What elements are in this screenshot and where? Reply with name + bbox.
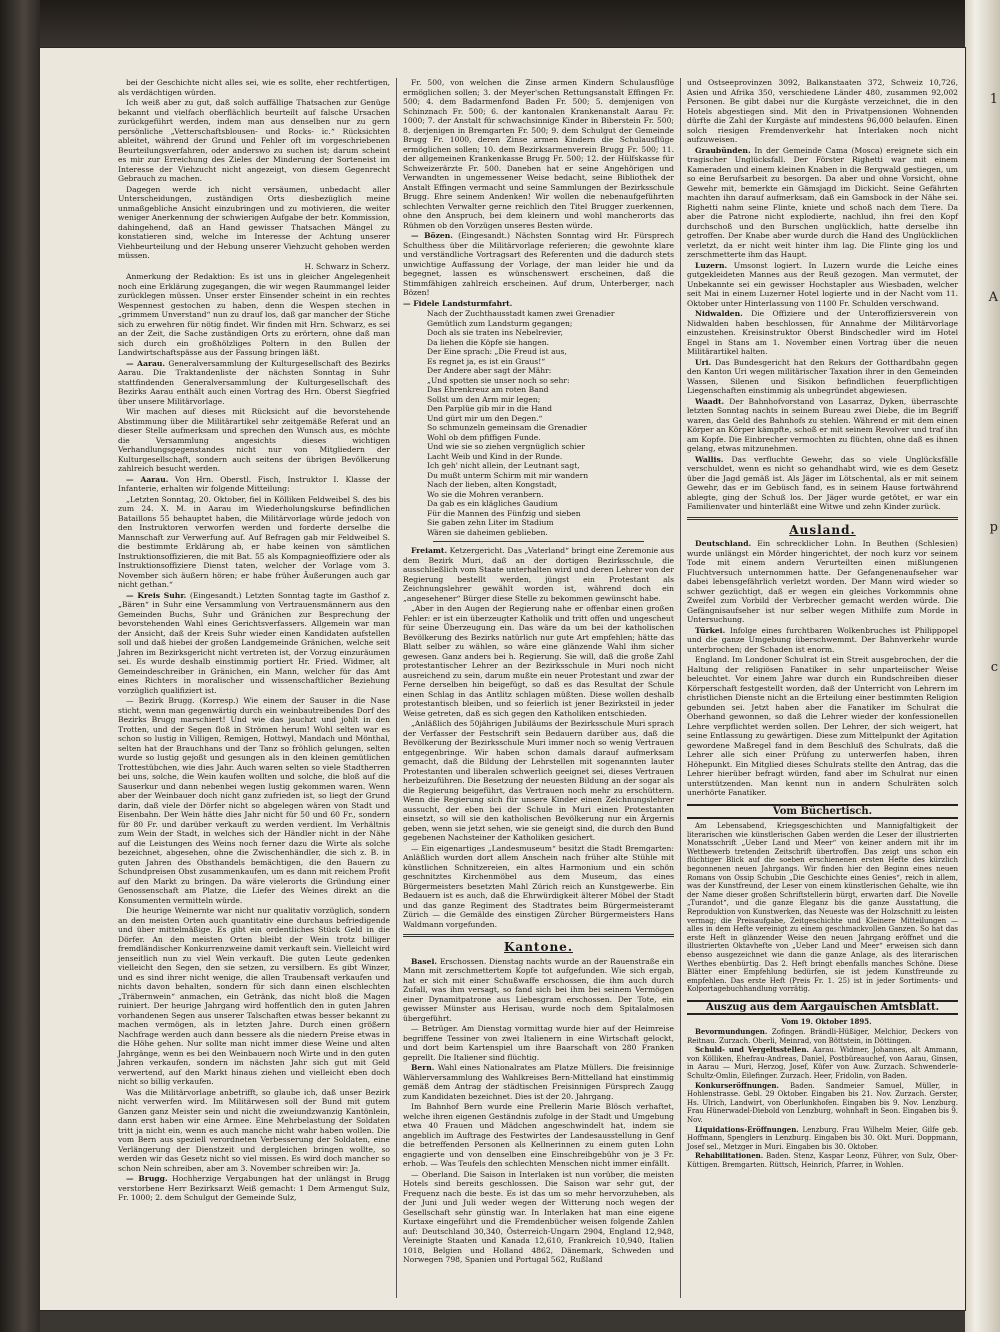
- section-title-buechertisch: Vom Büchertisch.: [687, 804, 958, 820]
- column-2-freiamt: [403, 546, 674, 929]
- edge-mark-b: p: [989, 520, 998, 535]
- article-paragraph: „Anläßlich des 50jährigen Jubiläums der Bezirksschule Muri sprach der Verfasser der Festschrift sein Bedauern darüber aus, daß die Bevölkerung der Bezirksschule Muri immer noch so wenig Vertrauen entgegenbringe. Wir haben schon damals darauf aufmerksam gemacht, daß die Bildung der Lehrstellen mit sogenannten lauter Protestanten und liberalen schwerlich geeignet sei, dieses Vertrauen herbeizuführen. Die Besetzung der neuesten Bildung an der sogar als die Regierung beigeführt, das Vertrauen noch mehr zu erschüttern. Wenn die Regierung sich für unsere Kinder einen Zeichnungslehrer aussucht, der eben bei der Schule in Muri einen Protestanten einsetzt, so will sie den katholischen Bevölkerung nur ein Ärgernis geben, wenn sie jetzt sehen, wie sie geneigt sind, die durch den Bund gegebenen Nachsteiner der Katholiken gesichert.: [403, 719, 674, 842]
- poem-line: Da liehen die Köpfe sie hangen.: [427, 337, 550, 347]
- double-rule: [403, 934, 674, 937]
- section-title-amtsblatt: Auszug aus dem Aargauischen Amtsblatt.: [687, 1000, 958, 1016]
- article-paragraph: Dagegen werde ich nicht versäumen, unbedacht aller Unterscheidungen, zuständigen Orts diesbezüglich meine unmaßgebliche Ansicht einzubringen und zu motivieren, die weiter weniger Anerkennung der schwierigen Aufgabe der betr. Kommission, dahingehend, daß an Hand gewisser Thatsachen Mängel zu konstatieren sind, welche im Interesse der Achtung unserer Viehbeurteilung und der Hebung unserer Viehzucht gehoben werden müssen.: [118, 184, 390, 260]
- amtsblatt-date: Vom 19. Oktober 1895.: [781, 1017, 872, 1027]
- article-paragraph: — Bözen. (Eingesandt.) Nächsten Sonntag wird Hr. Fürsprech Schulthess über die Militärvorlage referieren; die gewohnte klare und verständliche Vortragsart des Referenten und die dadurch stets unwichtige Auffassung der Vorlage, der man leider hie und da begegnet, lassen es wünschenswert erscheinen, daß die Stimmfähigen zahlreich erscheinen. Auf drum, Unterberger, nach Bözen!: [403, 231, 674, 297]
- poem-line: Wo sie die Mohren veranbern.: [427, 489, 544, 499]
- article-paragraph: — Brugg. Hochherzige Vergabungen hat der unlängst in Brugg verstorbene Herr Bezirksarzt Weiß gemacht: 1 Dem Armengut Sulz, Fr. 1000; 2. dem Schulgut der Gemeinde Sulz,: [118, 1174, 390, 1202]
- poem-line: Sie gaben zehn Liter im Stadium: [427, 518, 554, 527]
- article-paragraph: Bern. Wahl eines Nationalrates am Platze Müllers. Die freisinnige Wählerversammlung des Wahlkreises Bern-Mittelland hat einstimmig gemäß dem Antrag der städtischen Freisinnigen Fürsprech Zaugg zum Kandidaten bezeichnet. Dies ist der 20. Jahrgang.: [403, 1063, 674, 1101]
- article-paragraph: — Aarau. Von Hrn. Oberstl. Fisch, Instruktor I. Klasse der Infanterie, erhalten wir folgende Mitteilung:: [118, 474, 390, 493]
- poem-line: Gemütlich zum Landsturm gegangen;: [427, 318, 573, 328]
- poem-line: Den Parplüe gib mir in die Hand: [427, 404, 552, 413]
- column-3: [680, 78, 964, 1298]
- poem-line: Ich geh' nicht allein, der Leutnant sagt,: [427, 461, 580, 470]
- poem-line: Und wie sie so ziehen vergnüglich schier: [427, 442, 586, 451]
- amtsblatt-entry: Liquidations-Eröffnungen. Lenzburg. Frau Wilhelm Meier, Gilfe geb. Hoffmann, Spenglers in Lenzburg. Eingaben bis 30. Okt. Muri. Doppmann, Josef sel., Metzger in Muri. Eingaben bis 30. Oktober.: [687, 1124, 958, 1151]
- article-paragraph: Die heurige Weinernte war nicht nur qualitativ vorzüglich, sondern an den meisten Orten auch quantitativ eine durchaus befriedigende und über mittelmäßige. Es gibt ein ordentliches Stück Geld in die Dörfer. An den meisten Orten bleibt der Wein trotz billiger fremdländischer Konkurrenzweine damit verkauft sein. Vielleicht wird jenseitlich nun zu viel Wein verkauft. Die guten Leute gedenken vielleicht den Segen, den sie setzen, zu versilbern. Es gibt Winzer, und es sind ihrer nicht wenige, die allen Traubensaft verkaufen und nichts davon behalten, sondern für sich dann einen elschlechten „Träbernwein“ anmachen, ein Getränk, das nicht bloß die Magen ruiniert. Der heurige Jahrgang wird hoffentlich den in guten Jahren vorhandenen Segen aus unserer Talschaften etwas besser bekannt zu machen vermögen, als in letzten Jahre. Durch einen größern Nachfrage werden auch dann bessere als die niedern Preise etwas in die Höhe gehen. Nur sollte man nicht immer diese Weine und alten Jahrgänge, wenn es bei den Weinbauern noch Wirte und in den guten Jahren verkaufen, sondern im nächsten Jahr sich gut mit Geld verwertend, auf den Markt hinaus ziehen und vielleicht eben doch nicht so billig verkaufen.: [118, 906, 390, 1086]
- amtsblatt-entry: Rehabilitationen. Baden. Stenz, Kaspar Leonz, Führer, von Sulz, Ober-Küttigen. Bremgarten. Rüttsch, Heinrich, Pfarrer, in Wohlen.: [687, 1151, 958, 1169]
- amtsblatt-entry: Konkurseröffnungen. Baden. Sandmeier Samuel, Müller, in Hohlenstrasse. Gebl. 29 Oktober. Eingaben bis 21. Nov. Zurzach. Gerster, Hs. Ulrich, Landwirt, von Oberlunkhofen. Eingaben bis 9. Nov. Lenzburg. Frau Hünerwadel-Diebold von Lenzburg, wohnhaft in Seon. Eingaben bis 9. Nov.: [687, 1080, 958, 1124]
- article-paragraph: Was die Militärvorlage anbetrifft, so glaube ich, daß unser Bezirk nicht verwerfen wird. Im Militärwesen soll der Bund mit gutem Ganzen ganz Meister sein und nicht die zweiundzwanzig Kantönlein, dann erst haben wir eine Armee. Eine Mehrbelastung der Soldaten tritt ja nicht ein, wenn es auch manche nicht wahr haben wollen. Die vom Bern aus speziell verordneten Verbesserung der Soldaten, eine Verlängerung der Dienstzeit und dergleichen bringen wollte, so werden wir das Gesetz nicht so viel missen. Es wird doch mancher so schon Nein schreiben, aber am 3. November schreiben wir: Ja.: [118, 1087, 390, 1173]
- amtsblatt-entry: Bevormundungen. Zofingen. Brändli-Hüßiger, Melchior, Deckers von Reitnau. Zurzach. Oberli, Meinrad, von Böttstein, in Döttingen.: [687, 1026, 958, 1045]
- poem-line: Wären sie daheimen geblieben.: [427, 527, 548, 537]
- article-paragraph: und Ostseeprovinzen 3092, Balkanstaaten 372, Schweiz 10,726, Asien und Afrika 350, verschiedene Länder 480, zusammen 92,002 Personen. Be gibt dabei nur die Kurgäste verzeichnet, die in den Hotels abgestiegen sind. Mit den in Privatpensionen Wohnenden dürfte die Zahl der Kurgäste auf mindestens 96,000 belaufen. Einen solch riesigen Fremdenverkehr hat Interlaken noch nicht aufzuweisen.: [687, 78, 958, 144]
- article-paragraph: — Bezirk Brugg. (Korresp.) Wie einem der Sauser in die Nase sticht, wenn man gegenwärtig durch ein weinbautreibendes Dorf des Bezirks Brugg marschiert! Und wie das jauchzt und johlt in den Trotten, und der Segen floß in Strömen herum! Wohl selten war es schon so lustig in Villigen, Remigen, Hottwyl, Mandach und Mönthal, selten hat der Brauchhans und der Tanz so fröhlich gelungen, selten wurde so lustig gejoßt und gesungen als in den kleinen gemütlichen Trottestübchen, wie dies Jahr. Auch waren selten so viele Stadtherren bei uns, solche, die Wein kaufen wollten und solche, die bloß auf die Sauserkur und dann nebenbei wegen lustig gekommen waren. Wenn aber der Weinbauer doch nicht ganz zufrieden ist, so liegt der Grund darin, daß viele der Dörfer nicht so abgelegen wären von Stadt und Eisenbahn. Der Wein hätte dies Jahr nicht für 50 und 60 Fr., sondern für 80 Fr. und darüber verkauft zu werden verdient. Im Verhältnis zum Wein der Stadt, in welches sich der Händler nicht in der Nähe auf die Leistungen des Weins noch ferner dazu die Wirte als solche bezeichnet, abgesehen, ohne die Zwischenhändler, die sich z. B. in guten Jahren des Obsthandels bemächtigen, die den Bauern zu Schundpreisen Obst zusammenkaufen, um es dann mit reichem Profit auf den Markt zu bringen. Da wäre vielerorts die Gründung einer Genossenschaft am Platze, die Liefer des Weines direkt an die Konsumenten vermitteln würde.: [118, 696, 390, 905]
- poem-line: Da gab es ein klägliches Gaudium: [427, 499, 558, 508]
- poem-line: Für die Mannen des Fünfzig und sieben: [427, 508, 581, 518]
- article-paragraph: Deutschland. Ein schrecklicher Lohn. In Beuthen (Schlesien) wurde unlängst ein Mörder hingerichtet, der noch kurz vor seinem Tode mit einem andern Verurteilten einen mißlungenen Fluchtversuch unternommen hatte. Der Gefangenenaufseher war dabei lebensgefährlich verletzt worden. Der Mann wird wieder so schwer gezüchtigt, daß er wegen ein gleiches Vorkommnis ohne Zweifel zum Vorbild der Verbrecher gemacht werden würde. Die Gefängnisaufseher ist nur selber wegen Mithilfe zum Morde in Untersuchung.: [687, 539, 958, 624]
- article-paragraph: Uri. Das Bundesgericht hat den Rekurs der Gotthardbahn gegen den Kanton Uri wegen militärischer Taxation ihrer in den Gemeinden Wassen, Silenen und Sisikon befindlichen feuerpflichtigen Liegenschaften einstimmig als unbegründet abgewiesen.: [687, 357, 958, 395]
- article-paragraph: bei der Geschichte nicht alles sei, wie es sollte, eher rechtfertigen, als verdächtigen würden.: [118, 78, 390, 97]
- article-paragraph: Waadt. Der Bahnhofvorstand von Lasarraz, Dyken, überraschte letzten Sonntag nachts in seinem Bureau zwei Diebe, die im Begriff waren, das Geld des Bahnhofs zu stehlen. Während er mit dem einen Körper an Körper kämpfte, schoß er mit seinem Revolver und traf ihn am Kopfe. Die Einbrecher vermochten zu flüchten, ohne daß es ihnen gelang, etwas mitzunehmen.: [687, 396, 958, 453]
- article-paragraph: Wallis. Das verfluchte Gewehr, das so viele Unglücksfälle verschuldet, wenn es nicht so gehandhabt wird, wie es dem Gesetz über die Jagd gemäß ist. Als Jäger im Lötschental, als er mit seinem Gewehr, das er im Gebüsch fand, es in seinem Hause fortwährend ablegte, ging der Schuß los. Der Jäger wurde getötet, er war ein Familienvater und hinterläßt eine Witwe und zehn Kinder zurück.: [687, 454, 958, 511]
- column-2-top: [403, 78, 674, 308]
- article-paragraph: England. Im Londoner Schulrat ist ein Streit ausgebrochen, der die Haltung der religiösen Fanatiker in sehr unparteiischer Weise beleuchtet. Vor einem Jahre war durch ein Rundschreiben dieser Körperschaft festgestellt worden, daß der Unterricht von Lehrern im christlichen Dienste nicht an die Erteilung einer bestimmten Religion gebunden sei. Jetzt haben aber die Fanatiker im Schulrat die Oberhand gewonnen, so daß die Lehrer wieder der konfessionellen Lehre verpflichtet werden sollen. Der Lehrer, der sich weigert, hat seine Entlassung zu gewärtigen. Diese zum Mittelpunkt der Agitation gewordene Maßregel fand in dem Beschluß des Schulrats, daß die Lehrer alle sich einer Prüfung zu unterwerfen haben, ihren Höhepunkt. Ein Mitglied dieses Schulrats stellte den Antrag, das die Lehrer hierüber befragt würden, fand aber im Schulrat nur einen unterstützenden. Man kennt nun in andern Schulräten solch unerhörte Fanatiker.: [687, 655, 958, 797]
- poem-line: Wohl ob dem pfiffigen Funde.: [427, 432, 541, 442]
- section-title-ausland: Ausland.: [789, 522, 856, 537]
- article-paragraph: Ich weiß aber zu gut, daß solch auffällige Thatsachen zur Genüge bekannt und vielfach oberflächlich beurteilt auf falsche Ursachen zurückgeführt werden, indem man aus denselben nur zu gern persönliche „Vetterschaftsblousen- und Rocks- ic.“ Rücksichten ableitet, während der Grund und Fehler oft im vorgeschriebenen Beurteilungsverfahren, oder anderswo zu suchen ist; darum scheint es mir zur Erreichung des Zieles der Minderung der Sorteneist im Interesse der Viehzucht nicht angezeigt, von diesem Gegenrecht Gebrauch zu machen.: [118, 98, 390, 183]
- article-paragraph: „Aber in den Augen der Regierung nahe er offenbar einen großen Fehler: er ist ein überzeugter Katholik und tritt offen und ungescheut für seine Überzeugung ein. Das wäre da um bei der katholischen Bevölkerung des Bezirks natürlich nur gute Art empfehlen; hätte das Blatt selber zu wählen, so wäre eine glänzende Wahl ihm sicher gewesen. Ganz anders bei h. Regierung. Sie will, daß die große Zahl protestantischer Lehrer an der Bezirksschule in Muri noch nicht ausreichend zu sein, darum mußte ein neuer Protestant und zwar der Ferne derselben hin beigefügt, so daß es das Resultat der Schule einen Schlag in das Antlitz schlagen müßten. Diese wollen deshalb protestantisch bleiben, und so feierlich ist jener Bezirksteil in jeder Weise getreten, daß es sich gegen den Katholiken entschieden.: [403, 604, 674, 718]
- amtsblatt-entries: [687, 1028, 958, 1170]
- next-page-edge: [965, 0, 1000, 1332]
- article-paragraph: — Ein eigenartiges „Landesmuseum“ besitzt die Stadt Bremgarten: Anläßlich wurden dort allem Anschein nach früher alte Stühle mit künstlichen Schnitzereien, ein altes Harmonium und ein schön geschnitztes Kirchenmöbel aus dem Museum, das eines Bürgermeisters besetzten Mahl Zürich reich an Kunstgewerbe. Ein Bedauern ist es auch, daß die Ehrwürdigkeit älterer Möbel der Stadt und das ganze Regiment des Stadtrates beim Bürgermeisteramt Zürich — die Gemälde des einstigen Zürcher Bürgermeisters Hans Waldmann vorgefunden.: [403, 843, 674, 929]
- section-title-kantone: Kantone.: [503, 940, 573, 954]
- poem-line: Sollst um den Arm mir legen;: [427, 394, 541, 404]
- poem-line: Nach der Zuchthausstadt kamen zwei Grenadier: [427, 309, 615, 318]
- poem-line: Der Andere aber sagt der Mähr:: [427, 366, 552, 375]
- edge-mark-top: 1: [989, 92, 998, 107]
- article-paragraph: „Letzten Sonntag, 20. Oktober, fiel in Kölliken Feldweibel S. des bis zum 24. X. M. in Aarau im Wiederholungskurse befindlichen Bataillons 55 behauptet haben, die Militärvorlage würde jedoch von den Instruktoren verworfen werden und forderte derselbe die Mannschaft zur Verwerfung auf. Auf Befragen gab mir Feldweibel S. die bestimmte Erklärung ab, er habe keinen von sämtlichen Instruktionsoffizieren, die mit Bat. 55 als Kompagnieoffiziere oder als Instruktionsoffiziere Dienst taten, welcher der Vorlage vom 3. November sich äußern hören; er habe früher Äußerungen auch gar nicht gethan.“: [118, 494, 390, 589]
- newspaper-page: [40, 48, 965, 1310]
- double-rule: [687, 517, 958, 520]
- article-paragraph: — Oberland. Die Saison in Interlaken ist nun vorüber, die meisten Hotels sind bereits geschlossen. Die Saison war sehr gut, der Frequenz nach die beste. Es ist das um so mehr hervorzuheben, als der Juni und Juli weder wegen der Witterung noch wegen der Gesellschaft sehr günstig war. In Interlaken hat man eine eigene Kurtaxe eingeführt und die Fremdenbücher weisen folgende Zahlen auf: Deutschland 30,340, Österreich-Ungarn 2904, England 12,948, Vereinigte Staaten und Kanada 12,610, Frankreich 10,940, Italien 1018, Belgien und Holland 4862, Dänemark, Schweden und Norwegen 798, Spanien und Portugal 562, Rußland: [403, 1169, 674, 1264]
- article-paragraph: Türkei. Infolge eines furchtbaren Wolkenbruches ist Philippopel und die ganze Umgebung überschwemmt. Der Bahnverkehr wurde unterbrochen; der Schaden ist enorm.: [687, 625, 958, 654]
- article-paragraph: Wir machen auf dieses mit Rücksicht auf die bevorstehende Abstimmung über die Militärartikel sehr zeitgemäße Referat und an dieser Stelle aufmerksam und sprechen den Wunsch aus, es möchte die Versammlung angesichts dieses wichtigen Verhandlungsgegenstandes nicht nur von Mitgliedern der Kulturgesellschaft, sondern auch seitens der übrigen Bevölkerung zahlreich besucht werden.: [118, 407, 390, 473]
- article-paragraph: — Betrüger. Am Dienstag vormittag wurde hier auf der Heimreise begriffene Tessiner von zwei Italienern in eine Wirtschaft gelockt, und dort beim Kartenspiel um ihre Baarschaft von 280 Franken geprellt. Die Italiener sind flüchtig.: [403, 1024, 674, 1062]
- amtsblatt-entry: Schuld- und Vergeltsstellen. Aarau. Widmer, Johannes, alt Ammann, von Kölliken, Ehefrau-Andreas, Daniel, Postbüreauchef, von Aarau, Ginsen, in Aarau — Muri, Herzog, Josef, Küfer von Auw. Zurzach. Schwenderle-Schultz-Omlin, Eilefinger. Zurzach. Heer, Fridolin, von Baden.: [687, 1045, 958, 1080]
- poem-line: Doch als sie traten ins Nebelrevier,: [427, 328, 563, 337]
- column-3-cantons: [687, 78, 958, 512]
- article-paragraph: Nidwalden. Die Offiziere und der Unteroffiziersverein von Nidwalden haben beschlossen, für Annahme der Militärvorlage einzustehen. Kreisinstruktor Oberst Bindschedler wird im Hotel Engel in Stans am 1. November einen Vortrag über die neuen Militärartikel halten.: [687, 309, 958, 356]
- article-paragraph: Anmerkung der Redaktion: Es ist uns in gleicher Angelegenheit noch eine Erklärung zugegangen, die wir wegen Raummangel leider zurücklegen müssen. Unser erster Einsender scheint in ein rechtes Wespennest gestochen zu haben, denn die Wespen stechen in „grimmem Unverstand“ nun zu drauf los, daß gar mancher der Stiche sich zu erwehren für nötig findet. Wir finden mit Hrn. Schwarz, es sei an der Zeit, die Sache zuständigen Orts zu erörtern, ohne daß man sich durch ein großhölzliges Poltern in den Bullen der Landwirtschaftspässe aus der Fassung bringen läßt.: [118, 272, 390, 357]
- poem-line: Der Eine sprach: „Die Freud ist aus,: [427, 347, 567, 356]
- poem-line: Nach der lieben, alten Kongstadt,: [427, 480, 557, 489]
- column-1: [112, 78, 396, 1298]
- divider: [433, 541, 644, 542]
- poem-line: So schmunzeln gemeinsam die Grenadier: [427, 423, 588, 432]
- poem-line: Lacht Weib und Kind in der Runde.: [427, 451, 563, 461]
- article-paragraph: Im Bahnhof Bern wurde eine Prellerin Marie Blösch verhaftet, welche ihren eigenen Geständnis zufolge in der Stadt und Umgebung etwa 40 Frauen und Mädchen angeschwindelt hat, indem sie angeblich im Auftrage des Festwirtes der Landesausstellung in Genf die betreffenden Personen als Kellnerinnen zu einem guten Lohn engagierte und von denselben eine Einschreibgebühr von je 3 Fr. erhob. — Was Teufels den schlechten Menschen nicht immer einfällt.: [403, 1102, 674, 1168]
- column-2-kantone: [403, 957, 674, 1265]
- book-binding: [0, 0, 40, 1332]
- column-3-ausland: [687, 539, 958, 798]
- column-container: [112, 78, 965, 1298]
- article-paragraph: Luzern. Umsonst logiert. In Luzern wurde die Leiche eines gutgekleideten Mannes aus der Reuß gezogen. Man vermutet, der Unbekannte sei ein gewisser Hochstapler aus Wiesbaden, welcher seit Mai in einem Luzerner Hotel logierte und in der Nacht vom 11. Oktober unter Hinterlassung von 1100 Fr. Schulden verschwand.: [687, 260, 958, 308]
- article-paragraph: Basel. Erschossen. Dienstag nachts wurde an der Rauenstraße ein Mann mit zerschmettertem Kopfe tot aufgefunden. Wie sich ergab, hat er sich mit einer Schußwaffe erschossen, die ihm auch durch Zufall, was ihm versagt, so fand sich bei ihm bei seinem Vermögen einer Dynamitpatrone aus Liebesgram erschossen. Der Tote, ein gewisser Münster aus Herisau, wurde noch dem Spitalalmosen übergeführt.: [403, 956, 674, 1023]
- article-paragraph: — Fidele Landsturmfahrt.: [403, 298, 513, 308]
- scan-top-border: [40, 0, 965, 48]
- article-paragraph: H. Schwarz in Scherz.: [304, 261, 390, 271]
- poem-line: Und gürt mir um den Degen.“: [427, 413, 543, 423]
- article-paragraph: Freiamt. Ketzergericht. Das „Vaterland“ bringt eine Zeremonie aus dem Bezirk Muri, daß an der dortigen Bezirksschule, die ausschließlich vom Staate unterhalten wird und deren Lehrer von der Regierung bestellt werden, jüngst ein Protestant als Zeichnungslehrer gewählt worden ist, während doch ein „angesehener“ Bürger diese Stelle zu bekommen gewünscht habe.: [403, 546, 674, 603]
- poem-line: Das Ehrenkreuz am roten Band: [427, 385, 549, 394]
- poem-line: Du mußt unterm Schirm mit mir wandern: [427, 470, 589, 480]
- poem-line: Es regnet ja, es ist ein Graus!“: [427, 356, 546, 366]
- edge-mark-a: A: [988, 290, 998, 305]
- article-paragraph: — Kreis Suhr. (Eingesandt.) Letzten Sonntag tagte im Gasthof z. „Bären“ in Suhr eine Versammlung von Vertrauensmännern aus den Gemeinden Buchs, Suhr und Gränichen zur Besprechung der bevorstehenden Wahl eines Gerichtsverfassers. Allgemein war man der Ansicht, daß der Kreis Suhr wieder einen Kandidaten aufstellen soll und daß hiebei der großen Landgemeinde Gränichen, welche seit Jahren im Bezirksgericht nicht vertreten ist, der Vorzug einzuräumen sei. Es wurde deshalb einstimmig portiert Hr. Fried. Widmer, alt Gemeindeschreiber in Gränichen, ein Mann, welcher für das Amt eines Richters in moralischer und wissenschaftlicher Beziehung vorzüglich qualifiziert ist.: [118, 590, 390, 695]
- article-paragraph: Graubünden. In der Gemeinde Cama (Mosca) ereignete sich ein tragischer Unglücksfall. Der Förster Righetti war mit einem Kameraden und einem kleinen Knaben in die Bergwald gestiegen, um so eine Berufsarbeit zu besorgen. Da aber und ohne Vorsicht, ohne Gewehr mit, bemerkte ein Gämsjagd im Dickicht. Seine Gefährten machten ihn darauf aufmerksam, daß ein Gamsbock in der Nähe sei. Righetti nahm seine Flinte, kniete und schoß nach dem Tiere. Da aber die Patrone nicht explodierte, nachlud, ihn frei den Kopf durchschoß und den Burschen unglücklich, hatte derselbe ihn getroffen. Der Knabe aber wurde durch die Hand des Unglücklichen verletzt, da er nicht weit hinter ihm lag. Die Flinte ging los und zerschmetterte ihm das Haupt.: [687, 145, 958, 259]
- poem-landsturmfahrt: [403, 309, 674, 537]
- article-paragraph: Fr. 500, von welchen die Zinse armen Kindern Schulausflüge ermöglichen sollen; 3. der Meyer'schen Rettungsanstalt Effingen Fr. 500; 4. dem Badarmenfond Baden Fr. 500; 5. demjenigen von Schinznach Fr. 500; 6. der kantonalen Krankenanstalt Aarau Fr. 1000; 7. der Anstalt für schwachsinnige Kinder in Biberstein Fr. 500; 8. derjenigen in Bremgarten Fr. 500; 9. dem Schulgut der Gemeinde Brugg Fr. 1000, deren Zinse armen Kindern die Schulausflüge ermöglichen sollen; 10. dem Bezirksarmenverein Brugg Fr. 500; 11. der allgemeinen Krankenkasse Brugg Fr. 500; 12. der Hülfskasse für Schweizerärzte Fr. 500. Daneben hat er seine Angehörigen und Verwandten in ungemessener Weise bedacht, seine Bibliothek der Anstalt Effingen vermacht und seine Sammlungen der Bezirksschule Brugg. Ehre seinem Andenken! Wir wollen die nebenaufgeführten schlechten Verwalter gerne reichlich den Titel Brugger zuerkennen, ohne den Anspruch, bei dem kleinern und wohl mancherorts das Rühmen ob den Vorzügen unseres Besten würde.: [403, 78, 674, 230]
- buechertisch-text: Am Lebensabend, Kriegsgeschichten und Mannigfaltigkeit der literarischen wie künstlerischen Gaben werden die Leser der illustrierten Monatsschrift „Ueber Land und Meer“ von keiner andern mit ihr im Wettbewerb tretenden Zeitschrift übertroffen. Das zeigt uns schon ein flüchtiger Blick auf die soeben erschienenen ersten Hefte des kürzlich begonnenen neuen Jahrgangs. Wir finden hier den Beginn eines neuen Romans von Ossip Schubin „Die Geschichte eines Genies“, reich in allem, was der Kunstfreund, der Leser von einem künstlerischen Gehalte, wie ihn der Name dieser großen Schriftstellerin bürgt, erwarten darf. Die Novelle „Turandot“, und die ganze Eleganz bis die ganze Ausstattung, die Reproduktion von Kunstwerken, das Neueste was der Holzschnitt zu leisten vermag; die Preisaufgabe, Zeitgeschichte und Kleinere Mitteilungen — alles in dem Hefte vereinigt zu einem geschmackvollen Ganzen. So hat das erste Heft in glänzender Weise den neuen Jahrgang eröffnet und die illustrierten Oktavhefte von „Ueber Land und Meer“ erweisen sich dann ebenso ausgezeichnet wie dann die ganze Anlage, als des literarischen Werthes ebenbürtig. Das 2. Heft bringt ebenfalls manches Schöne. Diese Blätter einer Empfehlung bedürfen, sie ist jedem Kunstfreunde zu empfehlen. Das erste Heft (Preis Fr. 1. 25) ist in jeder Sortiments- und Kolportagebuchhandlung vorrätig.: [687, 822, 958, 994]
- poem-line: „Und spotten sie unser noch so sehr:: [427, 375, 570, 385]
- edge-mark-c: c: [990, 660, 998, 675]
- article-paragraph: — Aarau. Generalversammlung der Kulturgesellschaft des Bezirks Aarau. Die Traktandenliste der nächsten Sonntag in Suhr stattfindenden Generalversammlung der Kulturgesellschaft des Bezirks Aarau enthält auch einen Vortrag des Hrn. Oberst Siegfried über unsere Militärvorlage.: [118, 358, 390, 406]
- column-2: [396, 78, 680, 1298]
